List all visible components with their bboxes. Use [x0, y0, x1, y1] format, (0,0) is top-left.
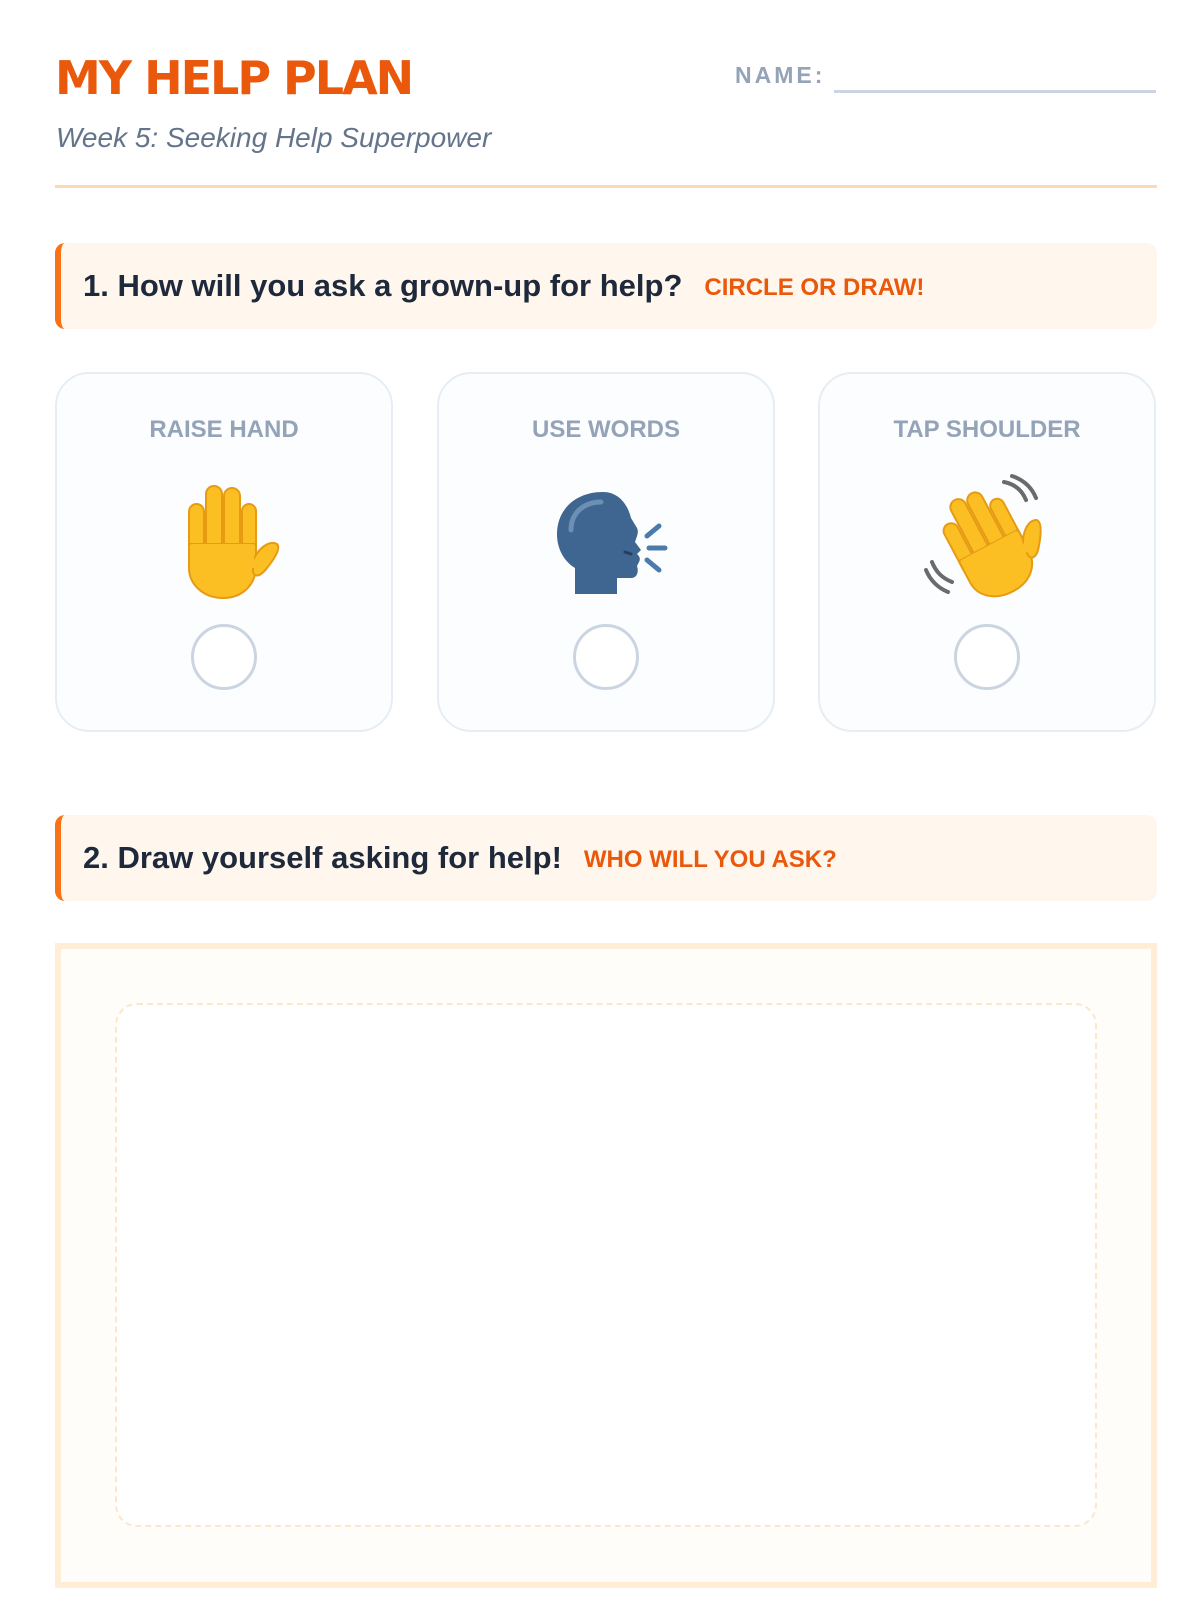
option-label-tap-shoulder: TAP SHOULDER	[893, 416, 1081, 443]
section-2-hint: WHO WILL YOU ASK?	[583, 846, 837, 873]
section-1-header	[55, 243, 1157, 329]
option-radio-raise-hand[interactable]	[191, 624, 257, 690]
section-2-question: 2. Draw yourself asking for help!	[83, 840, 562, 875]
header-divider	[55, 185, 1157, 188]
option-label-raise-hand: RAISE HAND	[149, 416, 299, 443]
page-title: MY HELP PLAN	[55, 51, 413, 105]
raised-hand-icon	[159, 472, 289, 602]
speaking-head-icon	[541, 472, 671, 602]
option-label-use-words: USE WORDS	[531, 416, 680, 443]
option-radio-tap-shoulder[interactable]	[954, 624, 1020, 690]
option-card-raise-hand[interactable]	[55, 372, 393, 732]
name-label: NAME:	[735, 62, 826, 88]
section-2-header	[55, 815, 1157, 901]
name-field-line[interactable]	[834, 90, 1156, 93]
drawing-area[interactable]	[115, 1003, 1097, 1527]
option-radio-use-words[interactable]	[573, 624, 639, 690]
option-card-tap-shoulder[interactable]	[818, 372, 1156, 732]
option-card-use-words[interactable]	[437, 372, 775, 732]
section-1-hint: CIRCLE OR DRAW!	[704, 274, 925, 301]
waving-hand-icon	[922, 472, 1052, 602]
page-subtitle: Week 5: Seeking Help Superpower	[56, 122, 492, 153]
drawing-area-frame	[55, 943, 1157, 1588]
section-1-question: 1. How will you ask a grown-up for help?	[83, 268, 683, 303]
